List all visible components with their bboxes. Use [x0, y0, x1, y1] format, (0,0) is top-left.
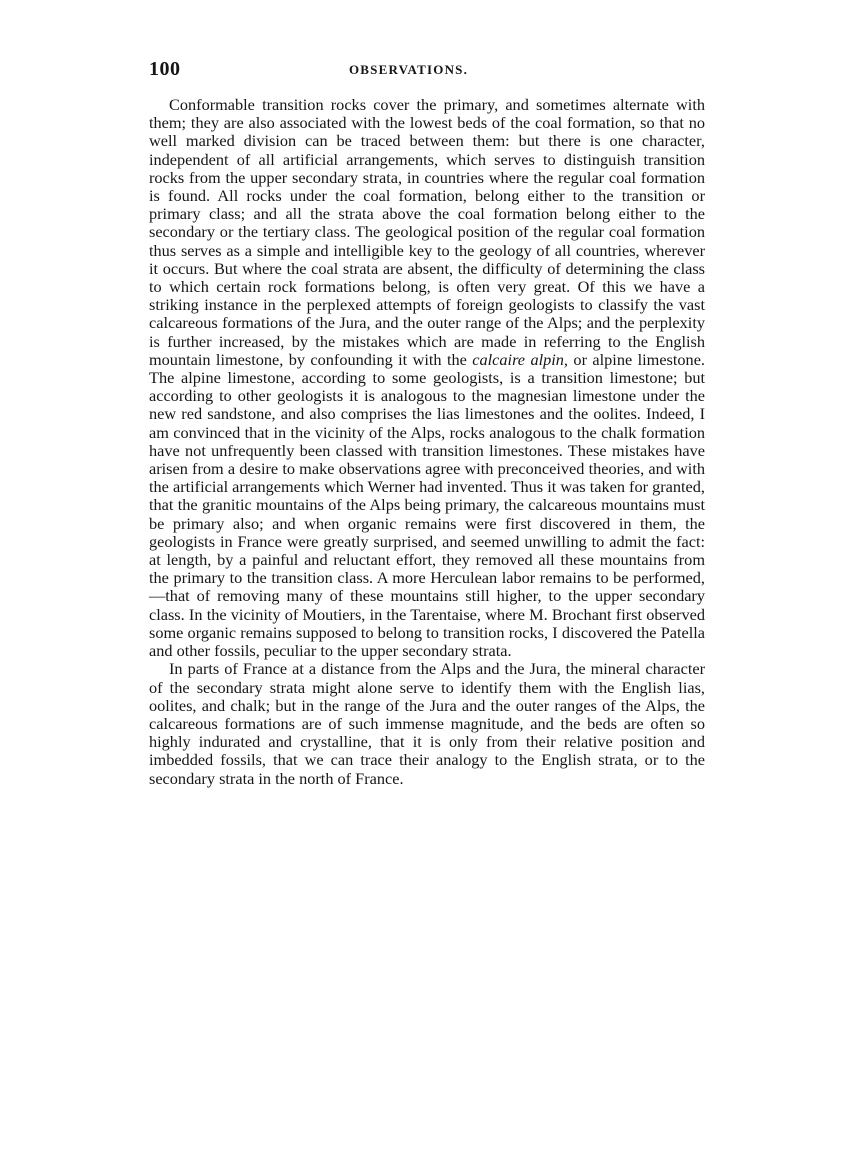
- paragraph-text: or alpine limestone. The alpine limestone, according to some geologists, is a transition limestone; but according to other geologists it is analogous to the magnesian limestone under the new red sandstone, and also comprises the lias limestones and the oolites. Indeed, I am convinced that in the vicinity of the Alps, rocks analogous to the chalk formation have not unfrequently been classed with transition limestones. These mistakes have arisen from a desire to make observations agree with preconceived theories, and with the artificial arrangements which Werner had invented. Thus it was taken for granted, that the granitic mountains of the Alps being primary, the calcareous mountains must be primary also; and when organic remains were first discovered in them, the geologists in France were greatly surprised, and seemed unwilling to admit the fact: at length, by a painful and reluctant effort, they removed all these mountains from the primary to the transition class. A more Herculean labor remains to be performed,—that of removing many of these mountains still higher, to the upper secondary class. In the vicinity of Moutiers, in the Tarentaise, where M. Brochant first observed some organic remains supposed to belong to transition rocks, I discovered the Patella and other fossils, peculiar to the upper secondary strata.: [149, 349, 705, 661]
- body-text: [149, 96, 705, 788]
- paragraph: [149, 96, 705, 660]
- page-number: 100: [149, 58, 181, 80]
- paragraph-text: Conformable transition rocks cover the primary, and sometimes alternate with them; they are also associated with the lowest beds of the coal formation, so that no well marked division can be traced between them: but there is one character, independent of all artificial arrangements, which serves to distinguish transition rocks from the upper secondary strata, in countries where the regular coal formation is found. All rocks under the coal formation, belong either to the transition or primary class; and all the strata above the coal formation belong either to the secondary or the tertiary class. The geological position of the regular coal formation thus serves as a simple and intelligible key to the geology of all countries, wherever it occurs. But where the coal strata are absent, the difficulty of determining the class to which certain rock formations belong, is often very great. Of this we have a striking instance in the perplexed attempts of foreign geologists to classify the vast calcareous formations of the Jura, and the outer range of the Alps; and the perplexity is further increased, by the mistakes which are made in referring to the English mountain limestone, by confounding it with the: [149, 95, 705, 369]
- paragraph: [149, 660, 705, 787]
- paragraph-text: In parts of France at a distance from the Alps and the Jura, the mineral character of the secondary strata might alone serve to identify them with the English lias, oolites, and chalk; but in the range of the Jura and the outer ranges of the Alps, the calcareous formations are of such immense magnitude, and the beds are often so highly indurated and crystalline, that it is only from their relative position and imbedded fossils, that we can trace their analogy to the English strata, or to the secondary strata in the north of France.: [149, 659, 705, 788]
- book-page: [149, 58, 705, 788]
- running-head: OBSERVATIONS.: [349, 62, 469, 77]
- italic-term: calcaire alpin,: [472, 349, 568, 369]
- page-header: [149, 58, 705, 88]
